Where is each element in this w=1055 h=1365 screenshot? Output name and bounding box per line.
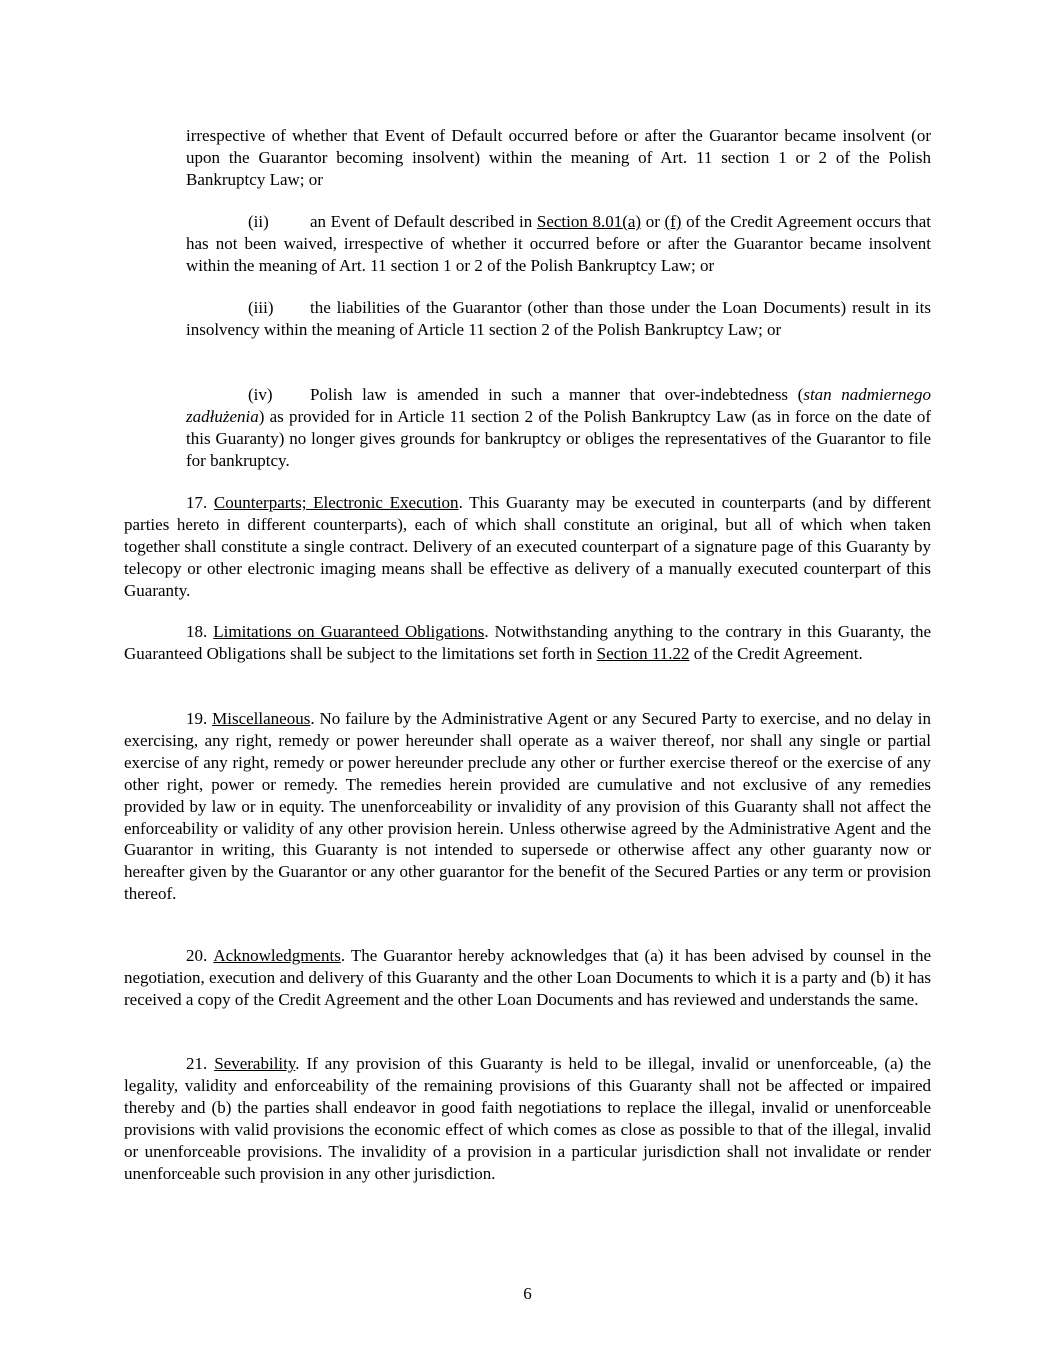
clause-iv-italic-term: stan nadmiernego zadłużenia [186, 385, 931, 426]
section-20-number: 20. [186, 946, 208, 965]
section-17-text: . This Guaranty may be executed in counterparts (and by different parties hereto in different counterparts), each of which shall constitute an original, but all of which when taken together shall constitute a single contract. Delivery of an executed counterpart of a signature page of this Guaranty by telecopy or other electronic imaging means shall be effective as delivery of a manually executed counterpart of this Guaranty. [124, 493, 931, 600]
clause-iii-text: the liabilities of the Guarantor (other than those under the Loan Documents) result in its insolvency within the meaning of Article 11 section 2 of the Polish Bankruptcy Law; or [186, 298, 931, 339]
section-18-text-a: . Notwithstanding anything to the contrary in this Guaranty, the Guaranteed Obligations shall be subject to the limitations set forth in [124, 622, 932, 663]
clause-iii [186, 297, 931, 341]
section-19-text: . No failure by the Administrative Agent or any Secured Party to exercise, and no delay in exercising, any right, remedy or power hereunder shall operate as a waiver thereof, nor shall any single or partial exercise of any right, remedy or power hereunder preclude any other or further exercise thereof or the exercise of any other right, power or remedy. The remedies herein provided are cumulative and not exclusive of any remedies provided by law or in equity. The unenforceability or invalidity of any provision of this Guaranty shall not affect the enforceability or validity of any other provision herein. Unless otherwise agreed by the Administrative Agent and the Guarantor in writing, this Guaranty is not intended to supersede or otherwise affect any other guaranty now or hereafter given by the Guarantor or any other guarantor for the benefit of the Secured Parties or any term or provision thereof. [124, 709, 932, 904]
clause-iv [186, 384, 931, 472]
clause-ii-text-a: an Event of Default described in [310, 212, 537, 231]
section-17-heading: Counterparts; Electronic Execution [213, 493, 459, 512]
clause-ii-text-b: or [641, 212, 665, 231]
section-21-number: 21. [186, 1054, 208, 1073]
section-18-number: 18. [186, 622, 208, 641]
section-19-heading: Miscellaneous [212, 709, 311, 728]
section-11-22-reference: Section 11.22 [596, 643, 690, 663]
page-number: 6 [523, 1284, 532, 1303]
section-21-heading: Severability [214, 1054, 296, 1073]
clause-intro-text: irrespective of whether that Event of Default occurred before or after the Guarantor became insolvent (or upon the Guarantor becoming insolvent) within the meaning of Art. 11 section 1 or 2 of the Polish Bankruptcy Law; or [186, 126, 931, 189]
section-20 [124, 945, 931, 1011]
clause-ii-number: (ii) [248, 212, 269, 231]
clause-ii [186, 211, 931, 277]
section-19-number: 19. [186, 709, 208, 728]
section-17-number: 17. [186, 493, 208, 512]
section-18-text-b: of the Credit Agreement. [689, 643, 863, 663]
clause-iii-number: (iii) [248, 298, 274, 317]
section-21-text: . If any provision of this Guaranty is held to be illegal, invalid or unenforceable, (a) the legality, validity and enforceability of the remaining provisions of this Guaranty shall not be affected or impaired thereby and (b) the parties shall endeavor in good faith negotiations to replace the illegal, invalid or unenforceable provisions with valid provisions the economic effect of which comes as close as possible to that of the illegal, invalid or unenforceable provisions. The invalidity of a provision in a particular jurisdiction shall not invalidate or render unenforceable such provision in any other jurisdiction. [124, 1054, 932, 1183]
section-20-text: . The Guarantor hereby acknowledges that (a) it has been advised by counsel in the negotiation, execution and delivery of this Guaranty and the other Loan Documents to which it is a party and (b) it has received a copy of the Credit Agreement and the other Loan Documents and has reviewed and understands the same. [124, 946, 932, 1009]
clause-iv-text-b: ) as provided for in Article 11 section 2 of the Polish Bankruptcy Law (as in force on the date of this Guaranty) no longer gives grounds for bankruptcy or obliges the representatives of the Guarantor to file for bankruptcy. [186, 406, 931, 470]
section-21 [124, 1053, 931, 1184]
clause-iv-text-a: Polish law is amended in such a manner that over-indebtedness ( [310, 385, 804, 404]
section-18-heading: Limitations on Guaranteed Obligations [213, 622, 485, 641]
clause-ii-text-c: of the Credit Agreement occurs that has not been waived, irrespective of whether it occurred before or after the Guarantor became insolvent within the meaning of Art. 11 section 1 or 2 of the Polish Bankruptcy Law; or [186, 212, 931, 275]
section-19 [124, 708, 931, 905]
section-18 [124, 621, 931, 665]
clause-iv-number: (iv) [248, 385, 273, 404]
section-8-01a-reference: Section 8.01(a) [536, 212, 642, 231]
section-20-heading: Acknowledgments [213, 946, 341, 965]
clause-intro [186, 125, 931, 191]
section-f-reference: (f) [664, 212, 682, 231]
section-17 [124, 492, 931, 602]
